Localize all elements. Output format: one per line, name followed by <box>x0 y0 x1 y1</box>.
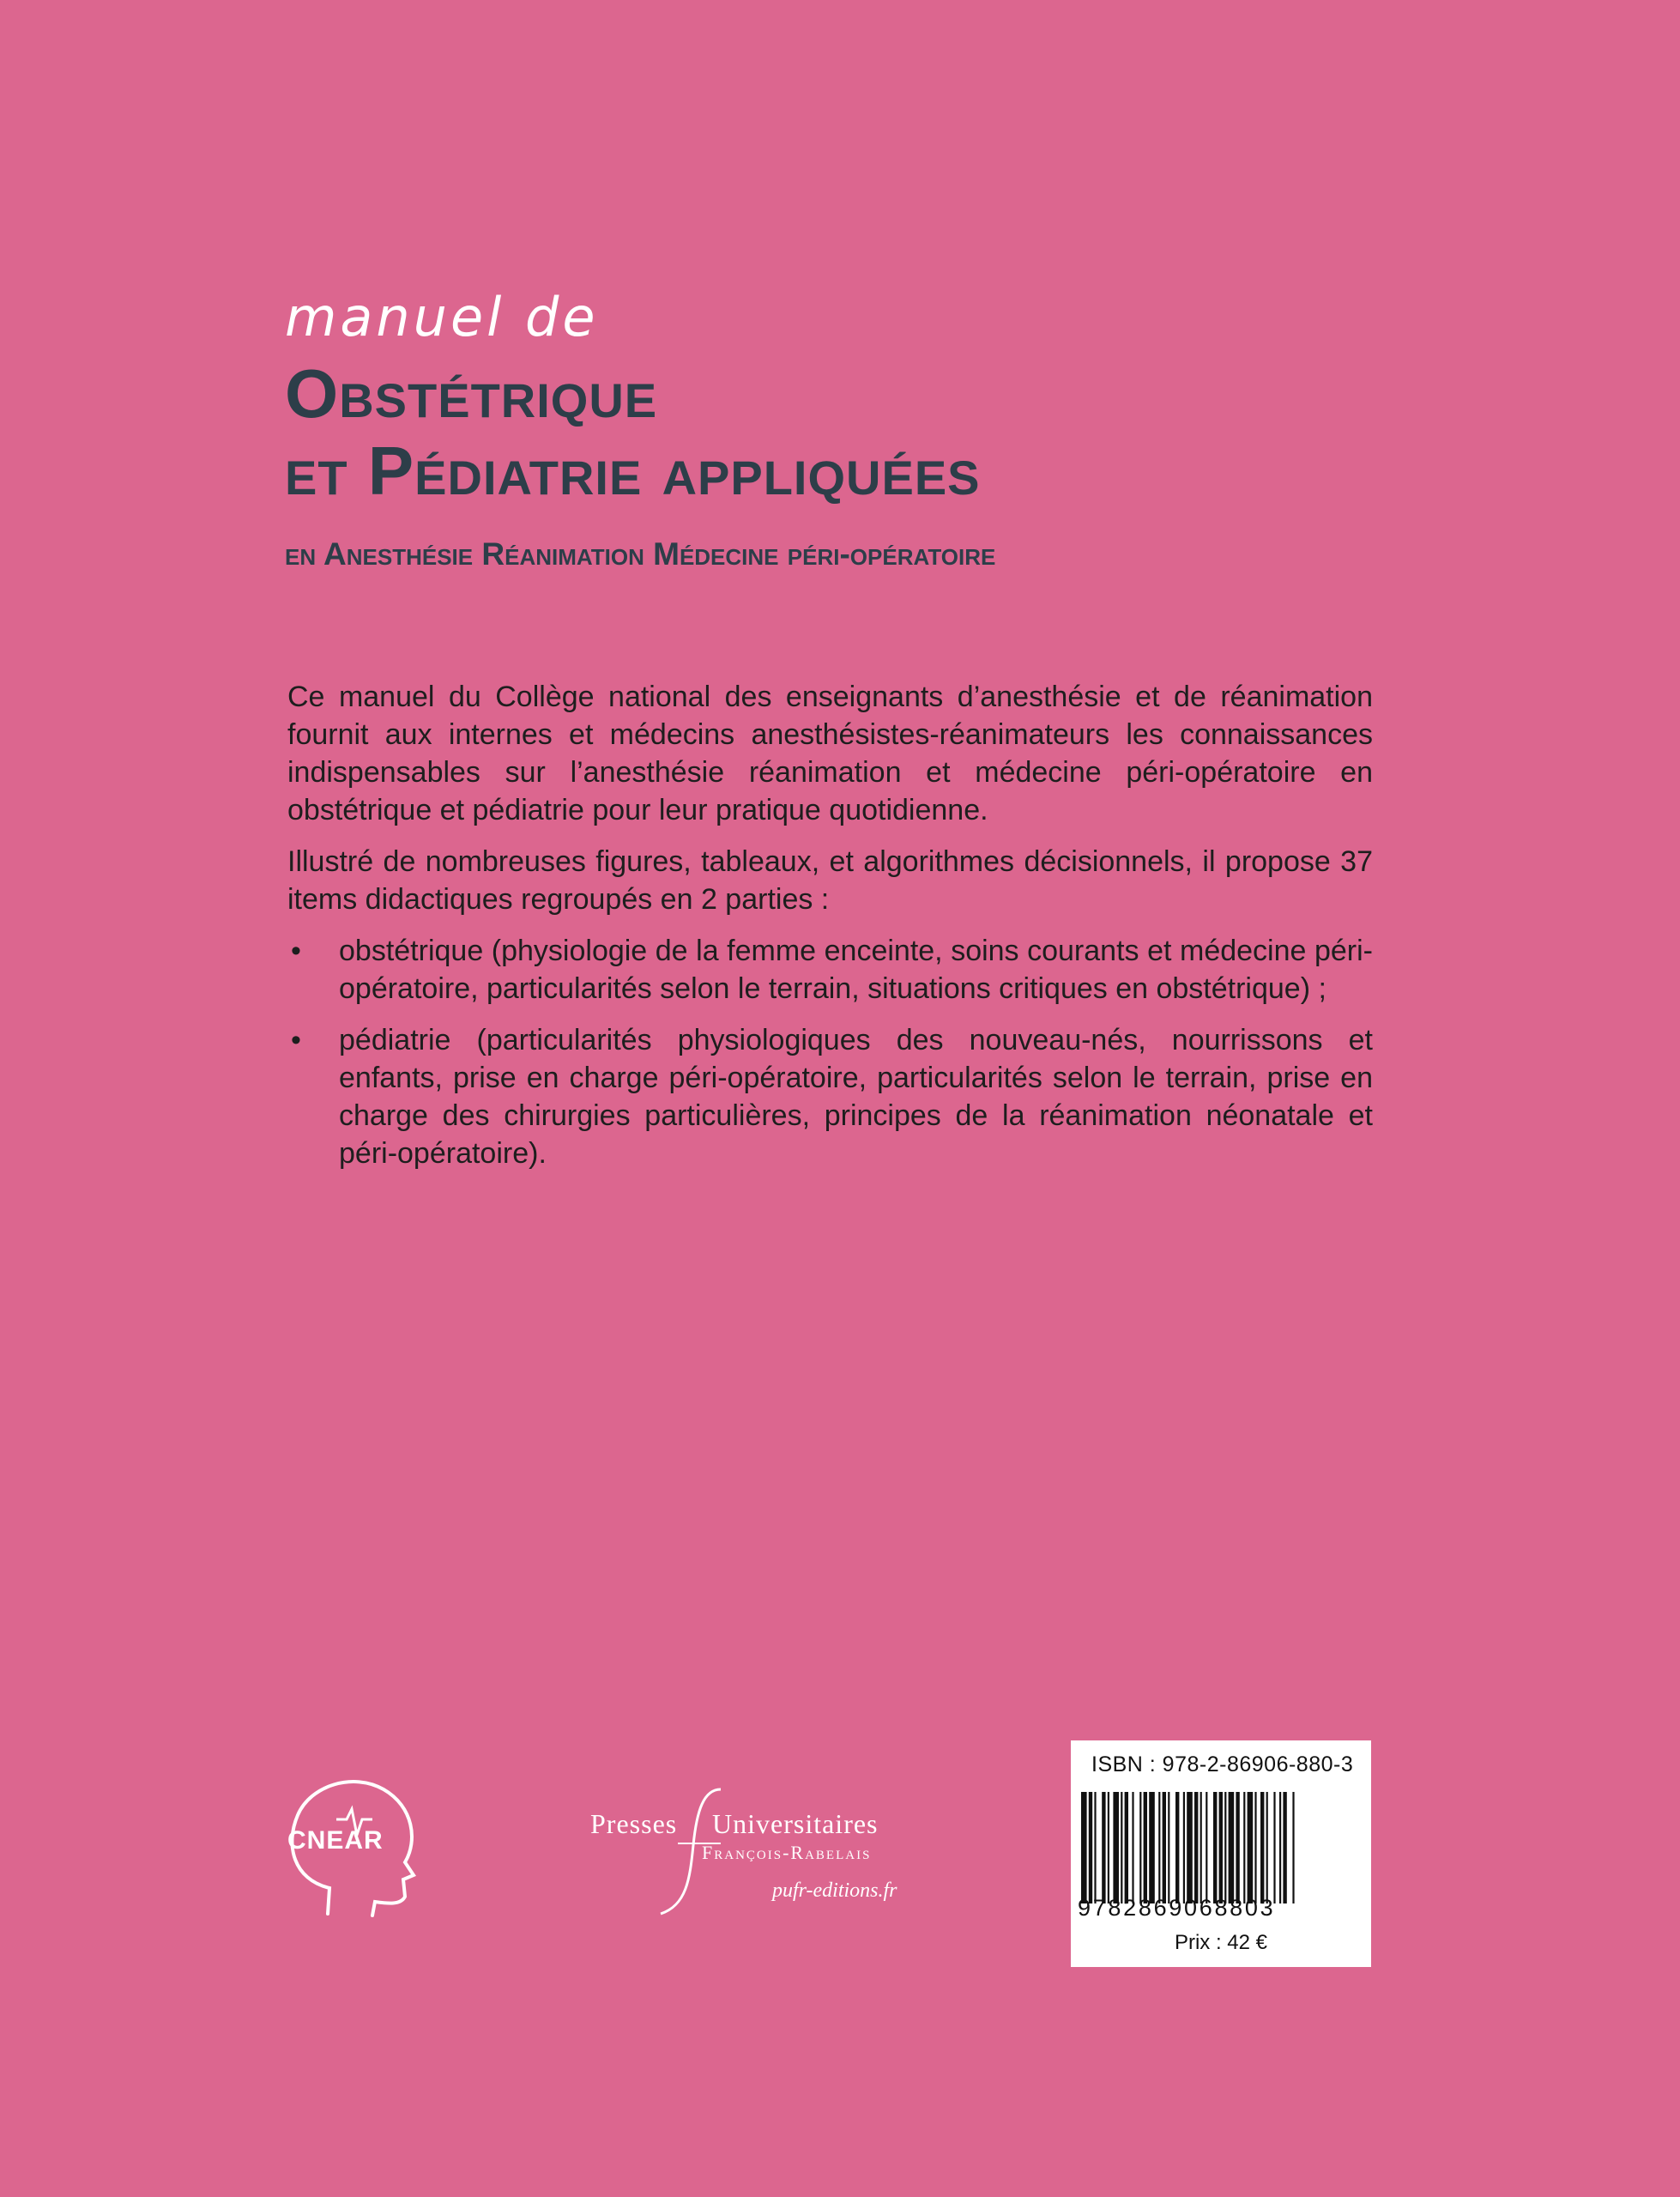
pufr-francois-rabelais-text: François-Rabelais <box>702 1842 872 1863</box>
list-item-text: pédiatrie (particularités physiologiques des nouveau-nés, nourrissons et enfants, prise en charge péri-opératoire, particularités selon le terrain, prise en charge des chirurgies particulières, principes de la réanimation néonatale et péri-opératoire). <box>339 1024 1373 1170</box>
list-item <box>287 1021 1373 1172</box>
barcode-digits: 9782869068803 <box>1078 1895 1276 1921</box>
barcode-icon <box>1079 1792 1363 1903</box>
book-subtitle: en Anesthésie Réanimation Médecine péri-opératoire <box>285 536 996 572</box>
cover-header <box>285 283 1486 575</box>
pufr-presses-text: Presses <box>590 1808 678 1839</box>
bullet-icon: • <box>291 935 301 967</box>
bullet-icon: • <box>291 1024 301 1056</box>
list-item <box>287 932 1373 1008</box>
back-cover-description <box>287 678 1373 1186</box>
isbn-label: ISBN : 978-2-86906-880-3 <box>1091 1752 1354 1776</box>
description-paragraph-2: Illustré de nombreuses figures, tableaux, et algorithmes décisionnels, il propose 37 items didactiques regroupés en 2 parties : <box>287 845 1373 916</box>
list-item-text: obstétrique (physiologie de la femme enceinte, soins courants et médecine péri-opératoire, particularités selon le terrain, situations critiques en obstétrique) ; <box>339 935 1373 1005</box>
barcode-box <box>1071 1740 1371 1967</box>
book-title-line2: et Pédiatrie appliquées <box>285 433 981 509</box>
book-title-line1: Obstétrique <box>285 355 658 432</box>
publisher-website: pufr-editions.fr <box>772 1879 897 1902</box>
pufr-universitaires-text: Universitaires <box>712 1808 879 1839</box>
cnear-logo-text: CNEAR <box>287 1826 384 1855</box>
parts-list <box>287 932 1373 1172</box>
description-paragraph-1: Ce manuel du Collège national des enseignants d’anesthésie et de réanimation fournit aux internes et médecins anesthésistes-réanimateurs les connaissances indispensables sur l’anesthésie réanimation et médecine péri-opératoire en obstétrique et pédiatrie pour leur pratique quotidienne. <box>287 681 1373 826</box>
price-label: Prix : 42 € <box>1174 1931 1268 1954</box>
series-label: manuel de <box>285 286 599 348</box>
